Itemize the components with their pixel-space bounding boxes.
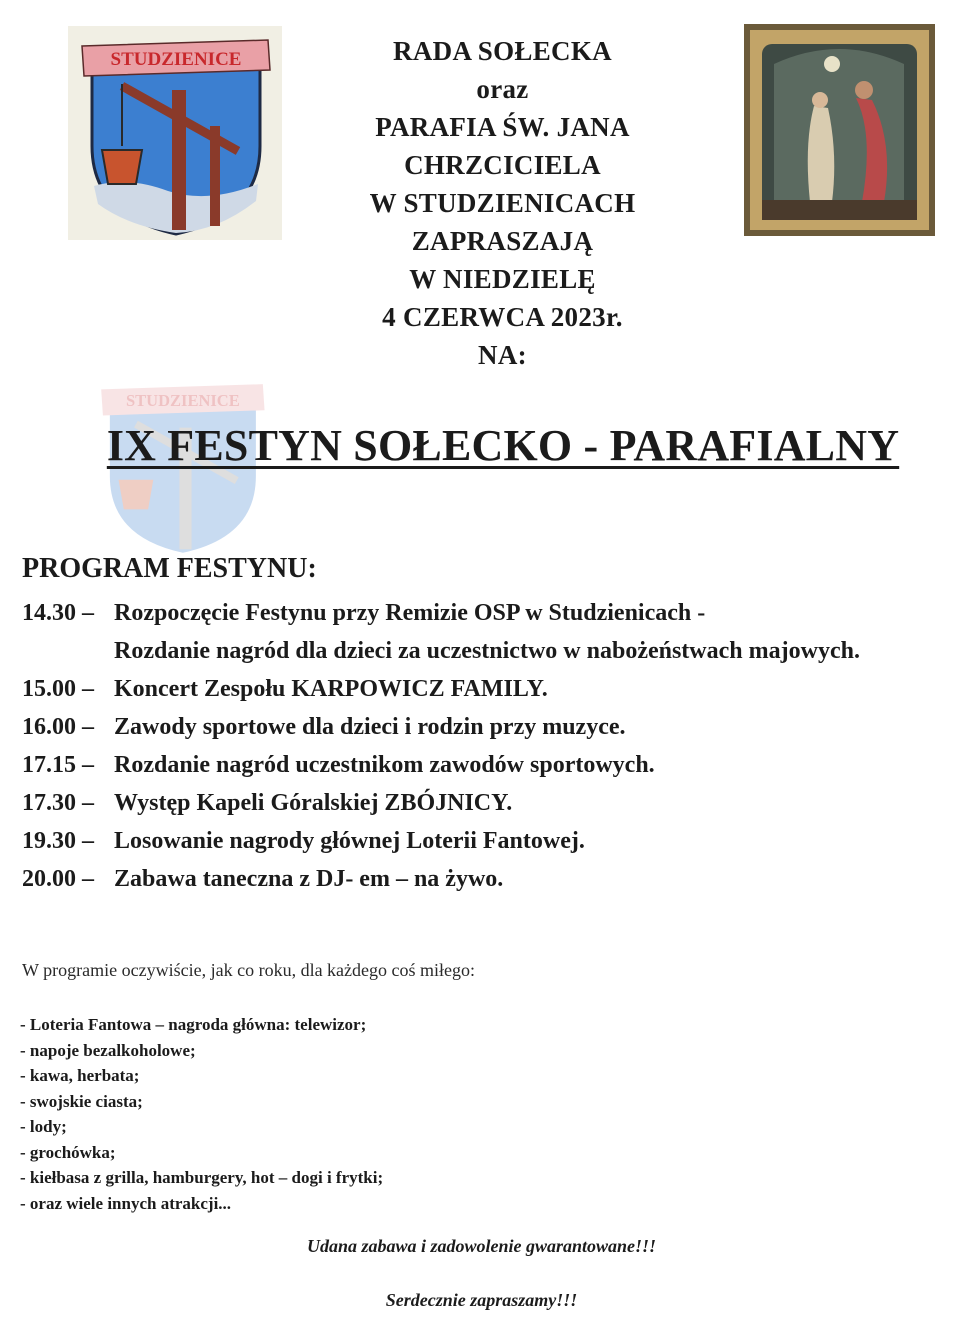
program-item [22, 784, 957, 822]
logo-banner-text: STUDZIENICE [110, 49, 242, 70]
program-time: 17.15 – [22, 752, 94, 778]
list-item: - grochówka; [20, 1142, 116, 1162]
header-line: ZAPRASZAJĄ [411, 226, 594, 256]
header-line: RADA SOŁECKA [393, 36, 612, 66]
program-heading: PROGRAM FESTYNU: [22, 553, 317, 584]
program-text: Zawody sportowe dla dzieci i rodzin przy muzyce. [114, 714, 626, 740]
list-item: - napoje bezalkoholowe; [20, 1040, 196, 1060]
program-text: Występ Kapeli Góralskiej ZBÓJNICY. [114, 790, 513, 816]
baptism-painting-image [744, 24, 935, 236]
header-line: W STUDZIENICACH [369, 188, 636, 218]
program-item [22, 708, 957, 746]
program-item-continuation [22, 632, 957, 670]
program-time: 16.00 – [22, 714, 94, 740]
header-line: 4 CZERWCA 2023r. [382, 302, 623, 332]
program-item [22, 860, 957, 898]
program-text: Koncert Zespołu KARPOWICZ FAMILY. [114, 676, 548, 702]
closing-guarantee: Udana zabawa i zadowolenie gwarantowane!!! [306, 1236, 657, 1256]
program-text: Rozdanie nagród uczestnikom zawodów sportowych. [114, 752, 655, 778]
list-item: - Loteria Fantowa – nagroda główna: telewizor; [20, 1015, 367, 1034]
header-line: PARAFIA ŚW. JANA [375, 112, 630, 142]
festival-title: IX FESTYN SOŁECKO - PARAFIALNY [106, 421, 900, 470]
program-time: 15.00 – [22, 676, 94, 702]
list-item: - oraz wiele innych atrakcji... [20, 1193, 232, 1213]
program-text: Rozdanie nagród dla dzieci za uczestnictwo w nabożeństwach majowych. [114, 638, 860, 664]
program-time: 17.30 – [22, 790, 94, 816]
header-line: W NIEDZIELĘ [409, 264, 596, 294]
program-text: Zabawa taneczna z DJ- em – na żywo. [114, 866, 504, 892]
header-line: oraz [476, 74, 529, 104]
program-item [22, 670, 957, 708]
program-list [22, 594, 957, 898]
invitation-header [340, 32, 665, 374]
program-time: 14.30 – [22, 600, 94, 626]
list-item: - lody; [20, 1117, 67, 1136]
program-time: 19.30 – [22, 828, 94, 854]
header-line: NA: [478, 340, 527, 370]
list-item: - kiełbasa z grilla, hamburgery, hot – dogi i frytki; [20, 1168, 384, 1187]
extras-list [20, 1012, 383, 1216]
closing-invitation: Serdecznie zapraszamy!!! [385, 1290, 578, 1310]
program-item [22, 746, 957, 784]
program-time: 20.00 – [22, 866, 94, 892]
program-item [22, 594, 957, 632]
studzienice-coat-of-arms-logo [68, 26, 282, 240]
extras-intro: W programie oczywiście, jak co roku, dla każdego coś miłego: [22, 960, 476, 980]
list-item: - kawa, herbata; [20, 1066, 140, 1085]
program-text: Rozpoczęcie Festynu przy Remizie OSP w Studzienicach - [114, 600, 706, 626]
list-item: - swojskie ciasta; [20, 1091, 143, 1111]
header-line: CHRZCICIELA [404, 150, 601, 180]
program-item [22, 822, 957, 860]
faded-logo-banner-text: STUDZIENICE [126, 390, 240, 410]
program-text: Losowanie nagrody głównej Loterii Fantowej. [114, 828, 585, 854]
